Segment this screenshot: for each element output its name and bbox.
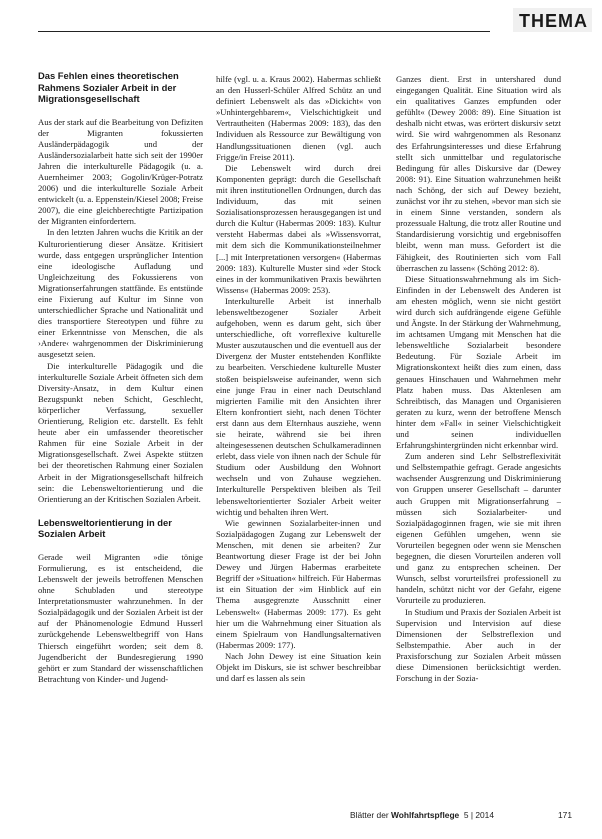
paragraph: hilfe (vgl. u. a. Kraus 2002). Habermas schließt an den Husserl-Schüler Alfred Schütz an und definiert Lebenswelt als das »Dickicht« von »Unhintergehbarem«, Vielschichtigkeit und Vertrautheiten (Habermas 2009: 183), das den Individuen als Ressource zur Bewältigung von Handlungssituationen dienen (vgl. auch Frigge/in Freise 2011). (216, 74, 381, 162)
paragraph: Gerade weil Migranten »die tönige Formulierung, es ist entscheidend, die Lebenswelt der jeweils betroffenen Menschen ohne Schubladen und stereotype Interpretationsmuster wahrzunehmen. In der Sozialpädagogik und der Sozialen Arbeit ist der auf der Phänomenologie Edmund Husserl zurückgehende Lebensweltbegriff von Hans Thiersch eingeführt worden; seit dem 8. Jugendbericht der Bundesregierung 1990 gehört er zum Standard der wissenschaftlichen Betrachtung von Kinder- und Jugend- (38, 551, 203, 684)
issue-number: 5 | 2014 (463, 810, 494, 820)
journal-name-bold: Wohlfahrtspflege (390, 810, 460, 820)
section-heading-2: Lebensweltorientierung in der Sozialen Arbeit (38, 516, 172, 540)
paragraph: Die Lebenswelt wird durch drei Komponenten geprägt: durch die Gesellschaft mit ihren institutionellen Ordnungen, durch das Individuum, das mit seinen Sozialisationsprozessen herausgegangen ist und durch die Kultur (Habermas 2009: 183). Kultur versteht Habermas dabei als »Wissensvorrat, mit dem sich die Kommunikationsteilnehmer [...] mit Interpretationen versorgen« (Habermas 2009: 183). Kulturelle Muster sind »der Stock eines in der kommunikativen Praxis bewährten Wissens« (Habermas 2009: 253). (216, 162, 381, 295)
paragraph: Aus der stark auf die Bearbeitung von Defiziten der Migranten fokussierten Ausländerpädagogik und der Ausländersozialarbeit hatte sich seit der 1990er Jahren die interkulturelle Pädagogik (u. a. Auernheimer 2003; Gogolin/Krüger-Potratz 2006) und die interkulturelle Soziale Arbeit entwickelt (u. a. Eppenstein/Kiesel 2008; Freise 2007), die eine gleichberechtigte Partizipation der Migranten einfordertern. (38, 116, 203, 227)
column-3 (396, 74, 561, 684)
section-label: THEMA (513, 8, 592, 32)
paragraph: Interkulturelle Arbeit ist innerhalb lebensweltbezogener Sozialer Arbeit aufgehoben, wenn es darum geht, sich über unterschiedliche, oft vorreflexive kulturelle Muster auszutauschen und die eventuell aus der Divergenz der Muster entstehenden Konflikte zu bearbeiten. Verschiedene kulturelle Muster stoßen beispielsweise aufeinander, wenn sich eine junge Frau in einer nach Deutschland migrierten Familie mit den Ansichten ihrer Eltern konfrontiert sieht, nach denen Töchter erst dann aus dem Elternhaus ausziehe, wenn sie heirate, während sie bei ihren alteingesessenen deutschen Schulkameradinnen erlebt, dass viele von ihnen nach der Schule für Studium oder Ausbildung den Wohnort wechseln und von Zuhause wegziehen. Interkulturelle Perspektiven bleiben als Teil lebensweltorientierter Sozialer Arbeit weiter wichtig und behalten ihren Wert. (216, 295, 381, 517)
paragraph: Wie gewinnen Sozialarbeiter-innen und Sozialpädagogen Zugang zur Lebenswelt der Menschen, mit denen sie arbeiten? Zur Beantwortung dieser Frage ist der bei John Dewey und Jürgen Habermas erarbeitete Begriff der »Situation« hilfreich. Für Habermas ist ein Situation der »im Hinblick auf ein Thema ausgegrenzte Ausschnitt einer Lebenswelt« (Habermas 2009: 177). Es geht hier um die Wahrnehmung einer Situation als einem Spielraum von Handlungsalternativen (Habermas 2009: 177). (216, 517, 381, 650)
paragraph: Zum anderen sind Lehr Selbstreflexivität und Selbstempathie gefragt. Gerade angesichts wachsender Ausgrenzung und Diskriminierung von Gruppen unserer Gesellschaft – darunter auch Gruppen mit Migrationserfahrung – müssen sich Sozialarbeiter- und Sozialpädagoginnen fragen, wie sie mit ihren eigenen Gefühlen umgehen, wenn sie Vorurteilen begegnen oder wenn sie Menschen begegnen, die diesen Vorurteilen anderen voll und ganz zu entsprechen scheinen. Der Wunsch, selbst vorurteilsfrei professionell zu handeln, schützt nicht vor der Gefahr, eigene Vorurteile zu produzieren. (396, 451, 561, 606)
section-heading-1: Das Fehlen eines theoretischen Rahmens Sozialer Arbeit in der Migrationsgesellschaft (38, 70, 179, 104)
page-footer (350, 810, 572, 820)
paragraph: Die interkulturelle Pädagogik und die interkulturelle Soziale Arbeit öffneten sich dem Diversity-Ansatz, in dem Kultur einen Bezugspunkt neben Schicht, Geschlecht, körperlicher Verfassung, sexueller Orientierung, Religion etc. darstellt. Es fehlt heute aber ein umfassender theoretischer Rahmen für eine Soziale Arbeit in der Migrationsgesellschaft. Zwei Aspekte stützen bei der theoretischen Rahmung einer Sozialen Arbeit in der Migrationsgesellschaft hilfreich sein: die Lebensweltorientierung und die Orientierung an der Kritischen Sozialen Arbeit. (38, 360, 203, 504)
page-number: 171 (558, 810, 572, 820)
paragraph: In Studium und Praxis der Sozialen Arbeit ist Supervision und Intervision auf diese Dimensionen der Selbstreflexion und Selbstempathie. Aber auch in der Praxisforschung zur Sozialen Arbeit müssen diese Dimensionen berücksichtigt werden. Forschung in der Sozia- (396, 606, 561, 684)
paragraph: Ganzes dient. Erst in untershared dund eingegangen Qualität. Eine Situation wird als ein qualitatives Ganzes empfunden oder gefühlt« (Dewey 2008: 89). Eine Situation ist deshalb nicht etwas, was erörtert diskursiv setzt wird. Sie wird wahrgenommen als Resonanz des Erfahrungsinteresses und diese Erfahrung stellt sich unmittelbar und regulatorische Bedingung für alles Diskursive dar (Dewey 2008: 91). Eine Situation wahrzunehmen heißt nach Schöng, der sich auf Dewey bezieht, zunächst vor ihr zu stehen, »bevor man sich sie in einem Sinne verstanden, sondern als prozessuale Haltung, die trotz aller Routine und Standardisierung vorsichtig und ergebnisoffen bleibt, wenn man muss. Gefordert ist die Fähigkeit, des Routinierten sich vom Fall überraschen zu lassen« (Schöng 2012: 8). (396, 74, 561, 273)
column-1 (38, 70, 203, 685)
paragraph: Nach John Dewey ist eine Situation kein Objekt im Diskurs, sie ist schwer beschreibbar und darf es lassen als sein (216, 650, 381, 684)
journal-name-prefix: Blätter der (350, 810, 391, 820)
paragraph: In den letzten Jahren wuchs die Kritik an der Kulturorientierung dieser Ansätze. Kritisiert wurde, dass entgegen ursprünglicher Intention eine ideologische Aufladung und Ungleichzeitung des Fokussierens von Migrationserfahrungen stattfände. Es entstünde eine Fixierung auf Kultur im Sinne von unterschiedlicher Sprache und Nationalität und dies transportiere Stereotypen und führe zu einer Erkenntnisse von Menschen, die als ›Andere‹ wahrgenommen der Diskriminierung ausgesetzt seien. (38, 227, 203, 360)
paragraph: Diese Situationswahrnehmung als im Sich-Einfinden in der Lebenswelt des Anderen ist am ehesten möglich, wenn sie nicht gestört wird durch sich aufdrängende eigene Gefühle und Ängste. In der Stärkung der Wahrnehmung, im achtsamen Umgang mit Menschen hat die lebensweltliche Sozialarbeit besondere Bedeutung. Für Soziale Arbeit im Migrationskontext heißt dies zum einen, dass genaues Hinschauen und Wahrnehmen mehr Platz haben muss. Das Aktenlesen am Schreibtisch, das Managen und Organisieren geraten zu kurz, wenn der betroffene Mensch hinter dem »Fall« in seiner Vielschichtigkeit und seinen individuellen Erfahrungshintergründen nicht erkennbar wird. (396, 273, 561, 451)
column-2 (216, 74, 381, 684)
header-rule (38, 13, 490, 32)
